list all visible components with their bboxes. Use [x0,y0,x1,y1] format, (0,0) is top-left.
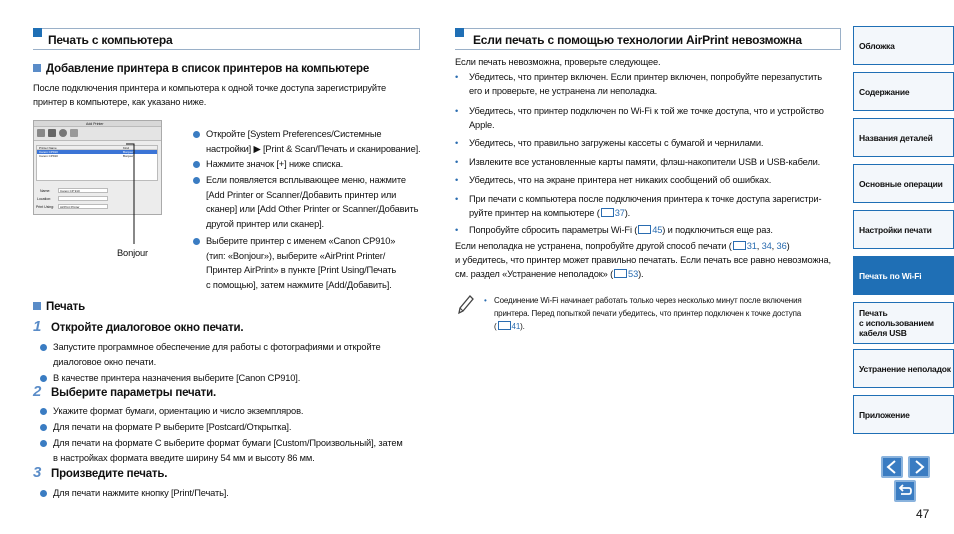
page-link-36[interactable]: 36 [776,241,787,251]
page-number: 47 [916,507,930,521]
tab-basic-operations[interactable]: Основные операции [853,164,954,203]
check-item-4: • Извлеките все установленные карты памяти, флэш-накопители USB и USB-кабели. [455,157,821,167]
instruction-bullet-3: Если появляется всплывающее меню, нажмите [Add Printer or Scanner/Добавить принтер или сканер] или [Add Other Printer or Scanner/Добавить другой принтер или сканер]. [193,173,423,231]
page-link-53[interactable]: 53 [628,269,639,279]
tab-part-names[interactable]: Названия деталей [853,118,954,157]
check-item-2: • Убедитесь, что принтер подключен по Wi-Fi к той же точке доступа, что и устройство Apple. [455,106,824,130]
page-link-31[interactable]: 31 [746,241,757,251]
return-arrow-icon [896,482,914,500]
step1-bullet-1: Запустите программное обеспечение для работы с фотографиями и откройте диалоговое окно печати. [40,340,381,369]
tab-appendix[interactable]: Приложение [853,395,954,434]
step-1: 1 Откройте диалоговое окно печати. [33,318,244,335]
next-page-button[interactable] [908,456,930,478]
step2-bullet-2: Для печати на формате P выберите [Postcard/Открытка]. [40,420,291,435]
page-link-41[interactable]: 41 [511,322,521,331]
right-para-line-1: Если неполадка не устранена, попробуйте другой способ печати ( 31, 34, 36) [455,241,790,251]
list-row-selected: Canon CP910 Bonjour [37,150,157,154]
page-ref-icon [601,208,614,217]
bonjour-callout-label: Bonjour [117,248,148,258]
header-marker [455,28,464,37]
page-link-34[interactable]: 34 [761,241,772,251]
step2-bullet-3: Для печати на формате C выберите формат бумаги [Custom/Произвольный], затем в настройках формата введите ширину 54 мм и высоту 86 мм. [40,436,403,465]
list-col-kind: Kind [123,146,130,150]
instruction-bullet-2: Нажмите значок [+] ниже списка. [193,157,423,172]
header-marker [33,28,42,37]
dialog-fields: Name: Canon CP 910 Location: Print Using: AirPrint Printer [36,189,158,213]
tab-print-settings[interactable]: Настройки печати [853,210,954,249]
check-item-7: • Попробуйте сбросить параметры Wi-Fi ( 45) и подключиться еще раз. [455,225,773,235]
arrow-left-icon [883,458,901,476]
toolbar-icon [37,129,45,137]
right-intro: Если печать невозможна, проверьте следующее. [455,57,661,67]
page-link-45[interactable]: 45 [652,225,663,235]
callout-line [120,140,160,248]
dialog-toolbar [34,127,161,141]
page-link-37[interactable]: 37 [614,208,625,218]
page-ref-icon [498,321,511,330]
left-section-title: Печать с компьютера [48,33,173,47]
check-item-1: • Убедитесь, что принтер включен. Если принтер включен, попробуйте перезапустить его и проверьте, не устранена ли неполадка. [455,72,822,96]
note-text: • Соединение Wi-Fi начинает работать только через несколько минут после включения принтера. Перед попыткой печати убедитесь, что принтер подключен к точке доступа ( 41). [484,296,802,331]
tab-cover[interactable]: Обложка [853,26,954,65]
tab-wifi-printing[interactable]: Печать по Wi-Fi [853,256,954,295]
subheading-print: Печать [33,301,85,313]
check-item-5: • Убедитесь, что на экране принтера нет никаких сообщений об ошибках. [455,175,772,185]
intro-line-2: принтер в компьютере, как указано ниже. [33,97,207,107]
instruction-bullet-4: Выберите принтер с именем «Canon CP910» (тип: «Bonjour»), выберите «AirPrint Printer/ Принтер AirPrint» в пункте [Print Using/Печать с помощью], затем нажмите [Add/Добавить]. [193,234,423,292]
step-3: 3 Произведите печать. [33,464,168,481]
right-section-header [455,28,841,50]
check-item-3: • Убедитесь, что правильно загружены кассеты с бумагой и чернилами. [455,138,764,148]
step-2: 2 Выберите параметры печати. [33,383,216,400]
pencil-note-icon [455,293,475,317]
right-para-line-2: и убедитесь, что принтер может правильно печатать. Если печать все равно невозможна, [455,255,831,265]
intro-line-1: После подключения принтера и компьютера к одной точке доступа зарегистрируйте [33,83,386,93]
tab-usb-printing[interactable]: Печать с использованием кабеля USB [853,302,954,344]
check-item-6: • При печати с компьютера после подключения принтера к точке доступа зарегистри- руйте принтер на компьютере ( 37). [455,194,822,218]
left-section-header [33,28,420,50]
dialog-title: Add Printer [86,122,104,126]
tab-contents[interactable]: Содержание [853,72,954,111]
step3-bullet-1: Для печати нажмите кнопку [Print/Печать]. [40,486,229,501]
list-row: Canon CP910 Bonjour [39,154,134,158]
prev-page-button[interactable] [881,456,903,478]
toolbar-icon [48,129,56,137]
toolbar-icon [70,129,78,137]
toolbar-icon [59,129,67,137]
step1-bullet-2: В качестве принтера назначения выберите [Canon CP910]. [40,371,300,386]
right-para-line-3: см. раздел «Устранение неполадок» ( 53). [455,269,644,279]
step2-bullet-1: Укажите формат бумаги, ориентацию и число экземпляров. [40,404,303,419]
page-ref-icon [614,269,627,278]
page-ref-icon [733,241,746,250]
right-section-title: Если печать с помощью технологии AirPrint невозможна [473,33,802,47]
subheading-add-printer: Добавление принтера в список принтеров на компьютере [33,63,369,75]
page-ref-icon [638,225,651,234]
list-col-name: Printer Name [39,146,57,150]
arrow-right-icon [910,458,928,476]
instruction-bullet-1: Откройте [System Preferences/Системные настройки] ▶ [Print & Scan/Печать и сканирование]. [193,127,423,156]
tab-troubleshooting[interactable]: Устранение неполадок [853,349,954,388]
back-button[interactable] [894,480,916,502]
